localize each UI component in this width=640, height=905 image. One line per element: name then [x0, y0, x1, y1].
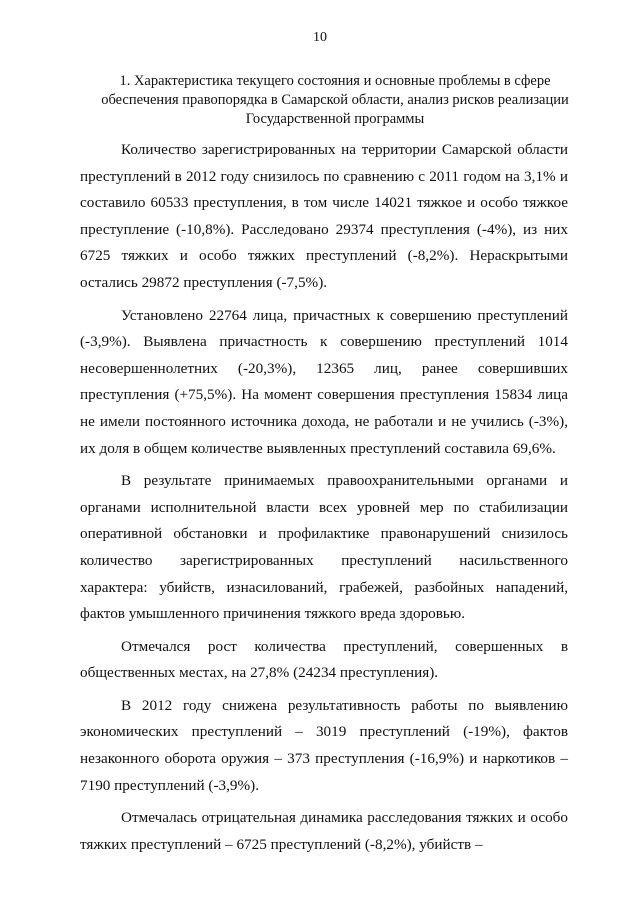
- paragraph-persons-identified: Установлено 22764 лица, причастных к совершению преступлений (-3,9%). Выявлена причастность к совершению преступлений 1014 несовершеннолетних (-20,3%), 12365 лиц, ранее совершивших преступления (+75,5%). На момент совершения преступления 15834 лица не имели постоянного источника дохода, не работали и не учились (-3%), их доля в общем количестве выявленных преступлений составила 69,6%.: [80, 306, 568, 457]
- paragraph-crime-statistics: Количество зарегистрированных на территории Самарской области преступлений в 2012 году снизилось по сравнению с 2011 годом на 3,1% и составило 60533 преступления, в том числе 14021 тяжкое и особо тяжкое преступление (-10,8%). Расследовано 29374 преступления (-4%), из них 6725 тяжких и особо тяжких преступлений (-8,2%). Нераскрытыми остались 29872 преступления (-7,5%).: [80, 141, 568, 291]
- paragraph-public-places: Отмечался рост количества преступлений, совершенных в общественных местах, на 27,8% (24234 преступления).: [80, 637, 568, 682]
- paragraph-violent-crimes: В результате принимаемых правоохранительными органами и органами исполнительной власти всех уровней мер по стабилизации оперативной обстановки и профилактике правонарушений снизилось количество зарегистрированных преступлений насильственного характера: убийств, изнасилований, грабежей, разбойных нападений, фактов умышленного причинения тяжкого вреда здоровью.: [80, 472, 568, 623]
- paragraph-investigation-dynamics: Отмечалась отрицательная динамика расследования тяжких и особо тяжких преступлений – 6725 преступлений (-8,2%), убийств –: [80, 809, 568, 853]
- document-body: [80, 137, 568, 864]
- section-heading: 1. Характеристика текущего состояния и основные проблемы в сфере обеспечения правопорядка в Самарской области, анализ рисков реализации Государственной программы: [101, 73, 569, 127]
- page-number: 10: [313, 30, 327, 45]
- paragraph-economic-crimes: В 2012 году снижена результативность работы по выявлению экономических преступлений – 3019 преступлений (-19%), фактов незаконного оборота оружия – 373 преступления (-16,9%) и наркотиков – 7190 преступлений (-3,9%).: [80, 696, 568, 794]
